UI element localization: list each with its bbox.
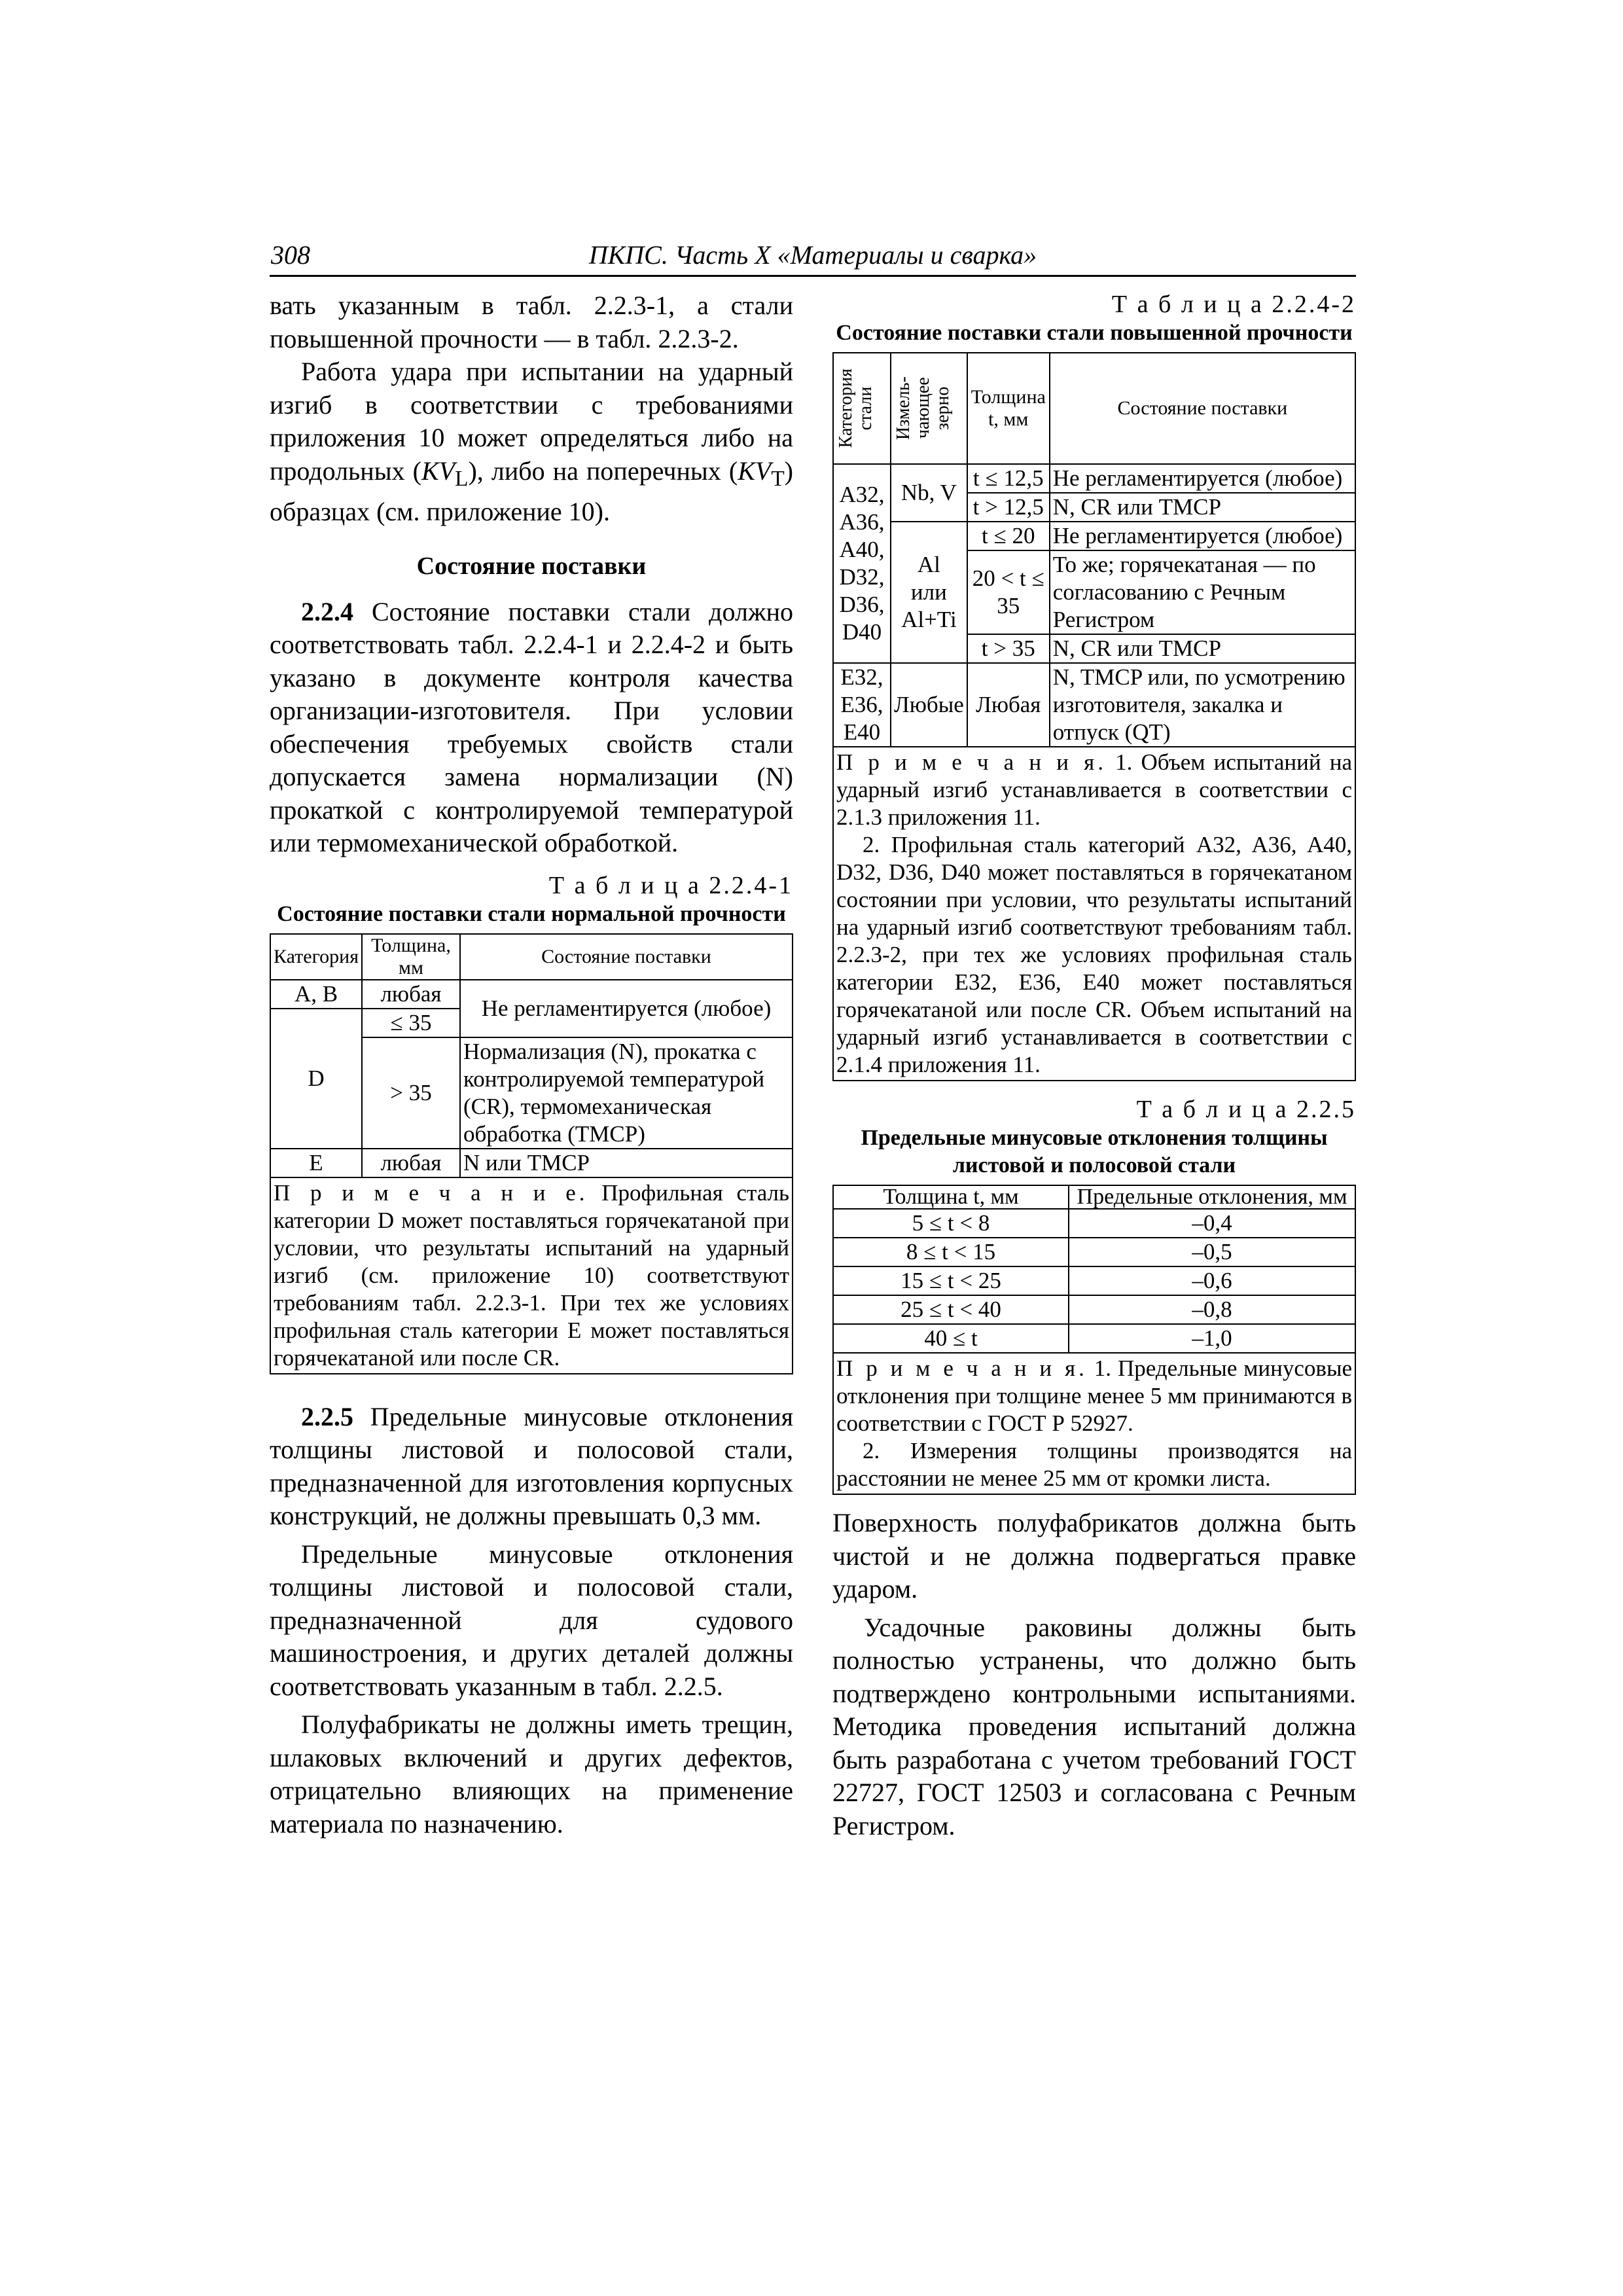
table-2-title: Состояние поставки стали повышенной прочности <box>836 321 1353 345</box>
table-1-header-state: Состояние поставки <box>460 934 793 980</box>
table-2-header-thickness: Толщина t, мм <box>967 353 1050 464</box>
table-row: 25 ≤ t < 40 –0,8 <box>833 1295 1355 1324</box>
table-3-notes: П р и м е ч а н и я. 1. Предельные минусовые отклонения при толщине менее 5 мм принимаются в соответствии с ГОСТ Р 52927. 2. Измерения толщины производятся на расстоянии не менее 25 мм от кромки листа. <box>833 1353 1355 1494</box>
right-column <box>832 289 1356 1842</box>
table-3-label: Т а б л и ц а 2.2.5 <box>1136 1096 1356 1123</box>
table-row: E любая N или TMCP <box>270 1149 793 1177</box>
paragraph-surface: Поверхность полуфабрикатов должна быть чистой и не должна подвергаться правке ударом. <box>832 1508 1356 1604</box>
table-row: Al или Al+Ti t ≤ 20 Не регламентируется (любое) <box>833 522 1355 550</box>
paragraph-impact-work: Работа удара при испытании на ударный изгиб в соответствии с требованиями приложения 10 может определяться либо на продольных $(KV_L)$, либо на поперечных $(KV_T)$ образцах (см. приложение 10). <box>270 357 793 526</box>
table-2-notes: П р и м е ч а н и я. 1. Объем испытаний на ударный изгиб устанавливается в соответствии с 2.1.3 приложения 11. 2. Профильная сталь категорий A32, A36, A40, D32, D36, D40 может поставляться в горячекатаном состоянии при условии, что результаты испытаний на ударный изгиб соответствуют требованиям табл. 2.2.3-2, при тех же условиях профильная сталь категории E32, E36, E40 может поставляться горячекатаной или после CR. Объем испытаний на ударный изгиб устанавливается в соответствии с 2.1.4 приложения 11. <box>833 747 1355 1081</box>
running-header <box>270 237 1356 277</box>
paragraph-continued: вать указанным в табл. 2.2.3-1, а стали повышенной прочности — в табл. 2.2.3-2. <box>270 291 793 353</box>
table-1-header-thickness: Толщина, мм <box>362 934 460 980</box>
page-number: 308 <box>271 240 310 270</box>
table-1-header-category: Категория <box>270 934 362 980</box>
table-row: 15 ≤ t < 25 –0,6 <box>833 1266 1355 1295</box>
table-1 <box>270 933 793 1374</box>
left-column <box>270 289 793 1840</box>
table-3 <box>832 1185 1356 1495</box>
table-3-header-thickness: Толщина t, мм <box>833 1185 1069 1209</box>
table-row: 5 ≤ t < 8 –0,4 <box>833 1209 1355 1238</box>
table-row: 8 ≤ t < 15 –0,5 <box>833 1238 1355 1266</box>
table-2-header-grain: Измель- чающее зерно <box>891 353 967 464</box>
clause-2-2-5: 2.2.5 Предельные минусовые отклонения толщины листовой и полосовой стали, предназначенной для изготовления корпусных конструкций, не должны превышать 0,3 мм. <box>270 1401 793 1530</box>
table-1-note: П р и м е ч а н и е. Профильная сталь категории D может поставляться горячекатаной при условии, что результаты испытаний на ударный изгиб (см. приложение 10) соответствуют требованиям табл. 2.2.3-1. При тех же условиях профильная сталь категории E может поставляться горячекатаной или после CR. <box>270 1177 793 1374</box>
paragraph-shrinkage: Усадочные раковины должны быть полностью устранены, что должно быть подтверждено контрольными испытаниями. Методика проведения испытаний должна быть разработана с учетом требований ГОСТ 22727, ГОСТ 12503 и согласована с Речным Регистром. <box>832 1612 1356 1840</box>
running-title: ПКПС. Часть X «Материалы и сварка» <box>588 240 1037 270</box>
table-row: D ≤ 35 <box>270 1009 793 1037</box>
table-1-title: Состояние поставки стали нормальной прочности <box>277 901 786 926</box>
paragraph-deviations: Предельные минусовые отклонения толщины листовой и полосовой стали, предназначенной для судового машиностроения, и других деталей должны соответствовать указанным в табл. 2.2.5. <box>270 1539 793 1701</box>
table-row: > 35 Нормализация (N), прокатка с контролируемой температурой (CR), термомеханическая обработка (TMCP) <box>270 1037 793 1149</box>
table-row: A32, A36, A40, D32, D36, D40 Nb, V t ≤ 12,5 Не регламентируется (любое) <box>833 464 1355 493</box>
section-heading: Состояние поставки <box>416 552 647 580</box>
table-2-header-category: Категория стали <box>833 353 891 464</box>
clause-2-2-4: 2.2.4 Состояние поставки стали должно соответствовать табл. 2.2.4-1 и 2.2.4-2 и быть указано в документе контроля качества организации-изготовителя. При условии обеспечения требуемых свойств стали допускается замена нормализации (N) прокаткой с контролируемой температурой или термомеханической обработкой. <box>270 596 793 857</box>
table-1-label: Т а б л и ц а 2.2.4-1 <box>548 871 793 899</box>
paragraph-defects: Полуфабрикаты не должны иметь трещин, шлаковых включений и других дефектов, отрицательно влияющих на применение материала по назначению. <box>270 1710 793 1839</box>
table-row: A, B любая Не регламентируется (любое) <box>270 980 793 1009</box>
table-2-header-state: Состояние поставки <box>1050 353 1355 464</box>
table-row: t > 12,5 N, CR или TMCP <box>833 493 1355 522</box>
table-row: t > 35 N, CR или TMCP <box>833 634 1355 663</box>
table-row: 40 ≤ t –1,0 <box>833 1324 1355 1353</box>
table-2: Категория стали Измель- чающее зерно Толщина t, мм Состояние поставки A32, A36, A40, D32, D36, D40 Nb, V t ≤ 12,5 Не регламентируется (любое) t > 12,5 N, CR или TMCP Al или Al+Ti t ≤ 20 Не регламентируется (любое) 20 < t ≤ 35 То же; горячекатаная — по согласованию с Речным Регистром t > 35 N, CR или TMCP E32, E36, E40 Любые Любая N, TMCP или, по усмотрению изготовителя, закалка и отпуск (QT) П р и м е ч а н и я. 1. Объем испытаний на ударный изгиб устанавливается в соответствии с 2.1.3 приложения 11. 2. Профильная сталь категорий A32, A36, A40, D32, D36, D40 может поставляться в горячекатаном состоянии при условии, что результаты испытаний на ударный изгиб соответствуют требованиям табл. 2.2.3-2, при тех же условиях профильная сталь категории E32, E36, E40 может поставляться горячекатаной или после CR. Объем испытаний на ударный изгиб устанавливается в соответствии с 2.1.4 приложения 11. <box>832 352 1356 1081</box>
table-row: E32, E36, E40 Любые Любая N, TMCP или, по усмотрению изготовителя, закалка и отпуск (QT) <box>833 663 1355 747</box>
table-3-header-deviation: Предельные отклонения, мм <box>1069 1185 1355 1209</box>
table-2-label: Т а б л и ц а 2.2.4-2 <box>1111 291 1356 318</box>
table-3-title: Предельные минусовые отклонения толщины листовой и полосовой стали <box>861 1126 1328 1177</box>
